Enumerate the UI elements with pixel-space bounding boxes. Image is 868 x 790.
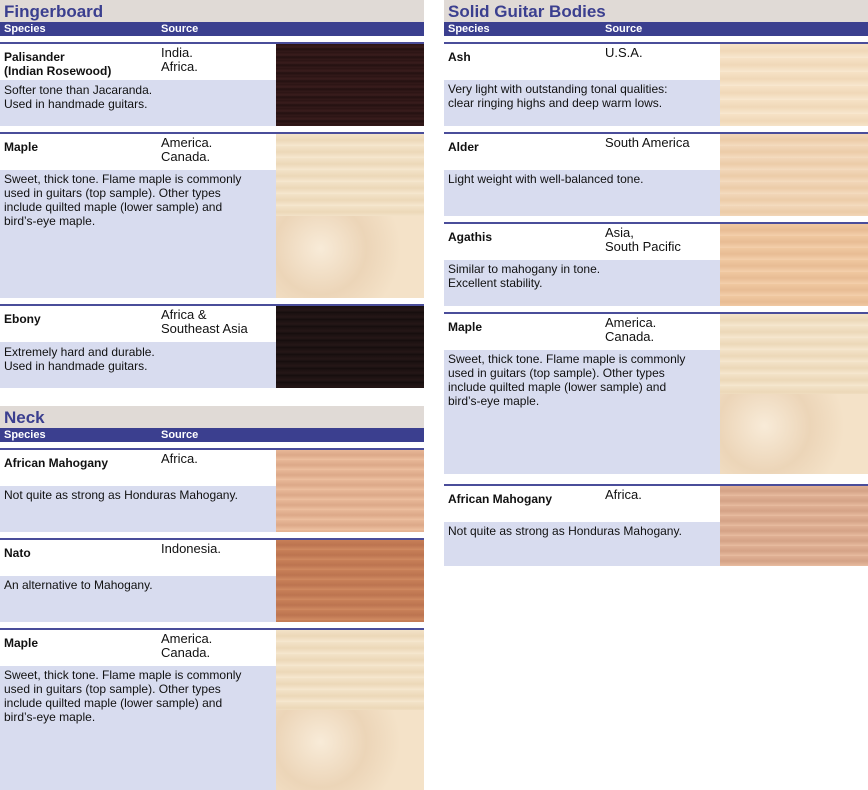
species-header: Species [4,23,46,35]
fingerboard-title: Fingerboard [0,0,424,22]
description-text: Similar to mahogany in tone. Excellent stability. [448,262,601,290]
description-text: Sweet, thick tone. Flame maple is commonly used in guitars (top sample). Other types include quilted maple (lower sample) and bird’s-eye maple. [4,172,242,228]
species-name: Ebony [4,312,41,326]
bodies-entry-ash [444,42,868,126]
maple-wood-sample [276,134,424,298]
description-text: Not quite as strong as Honduras Mahogany. [448,524,682,538]
species-name: Maple [4,636,39,650]
species-name: African Mahogany [4,456,109,470]
quilted-maple-sample [276,710,424,790]
african-mahogany-wood-sample [720,486,868,566]
rosewood-wood-sample [276,44,424,126]
description-text: An alternative to Mahogany. [4,578,153,592]
species-name: Ash [448,50,471,64]
maple-wood-sample [720,314,868,474]
source-text: Africa. [605,487,642,502]
source-text: Indonesia. [161,541,221,556]
source-header: Source [161,429,199,441]
alder-wood-sample [720,134,868,216]
bodies-entry-alder [444,132,868,216]
agathis-wood-sample [720,224,868,306]
flame-maple-sample [276,630,424,710]
maple-wood-sample [276,630,424,790]
fingerboard-entry-maple [0,132,424,298]
source-text: America. Canada. [161,631,213,660]
species-name: Palisander (Indian Rosewood) [4,50,112,78]
description-text: Sweet, thick tone. Flame maple is commonly used in guitars (top sample). Other types include quilted maple (lower sample) and bird’s-eye maple. [4,668,242,724]
source-header: Source [161,23,199,35]
ash-wood-sample [720,44,868,126]
species-name: Alder [448,140,479,154]
left-column [0,0,424,790]
species-name: African Mahogany [448,492,553,506]
bodies-entry-maple [444,312,868,474]
source-text: America. Canada. [605,315,657,344]
source-text: India. Africa. [161,45,198,74]
source-text: Asia, South Pacific [605,225,681,254]
fingerboard-entry-palisander [0,42,424,126]
source-text: Africa. [161,451,198,466]
description-text: Not quite as strong as Honduras Mahogany. [4,488,238,502]
source-text: America. Canada. [161,135,213,164]
right-column [444,0,868,566]
african-mahogany-wood-sample [276,450,424,532]
neck-column-header [0,428,424,442]
flame-maple-sample [720,314,868,394]
bodies-entry-african-mahogany [444,484,868,566]
description-text: Extremely hard and durable. Used in handmade guitars. [4,345,155,373]
description-text: Softer tone than Jacaranda. Used in handmade guitars. [4,83,153,111]
fingerboard-column-header [0,22,424,36]
description-text: Very light with outstanding tonal qualities: clear ringing highs and deep warm lows. [448,82,668,110]
neck-title: Neck [0,406,424,428]
species-name: Maple [4,140,39,154]
source-text: U.S.A. [605,45,643,60]
bodies-column-header [444,22,868,36]
quilted-maple-sample [720,394,868,474]
neck-entry-nato [0,538,424,622]
description-text: Sweet, thick tone. Flame maple is commonly used in guitars (top sample). Other types include quilted maple (lower sample) and bird’s-eye maple. [448,352,686,408]
source-header: Source [605,23,643,35]
bodies-entry-agathis [444,222,868,306]
neck-entry-african-mahogany [0,448,424,532]
quilted-maple-sample [276,216,424,298]
nato-wood-sample [276,540,424,622]
species-name: Agathis [448,230,493,244]
source-text: South America [605,135,690,150]
species-header: Species [448,23,490,35]
species-name: Nato [4,546,31,560]
flame-maple-sample [276,134,424,216]
ebony-wood-sample [276,306,424,388]
source-text: Africa & Southeast Asia [161,307,248,336]
species-name: Maple [448,320,483,334]
species-header: Species [4,429,46,441]
bodies-title: Solid Guitar Bodies [444,0,868,22]
fingerboard-entry-ebony [0,304,424,388]
neck-entry-maple [0,628,424,790]
description-text: Light weight with well-balanced tone. [448,172,644,186]
